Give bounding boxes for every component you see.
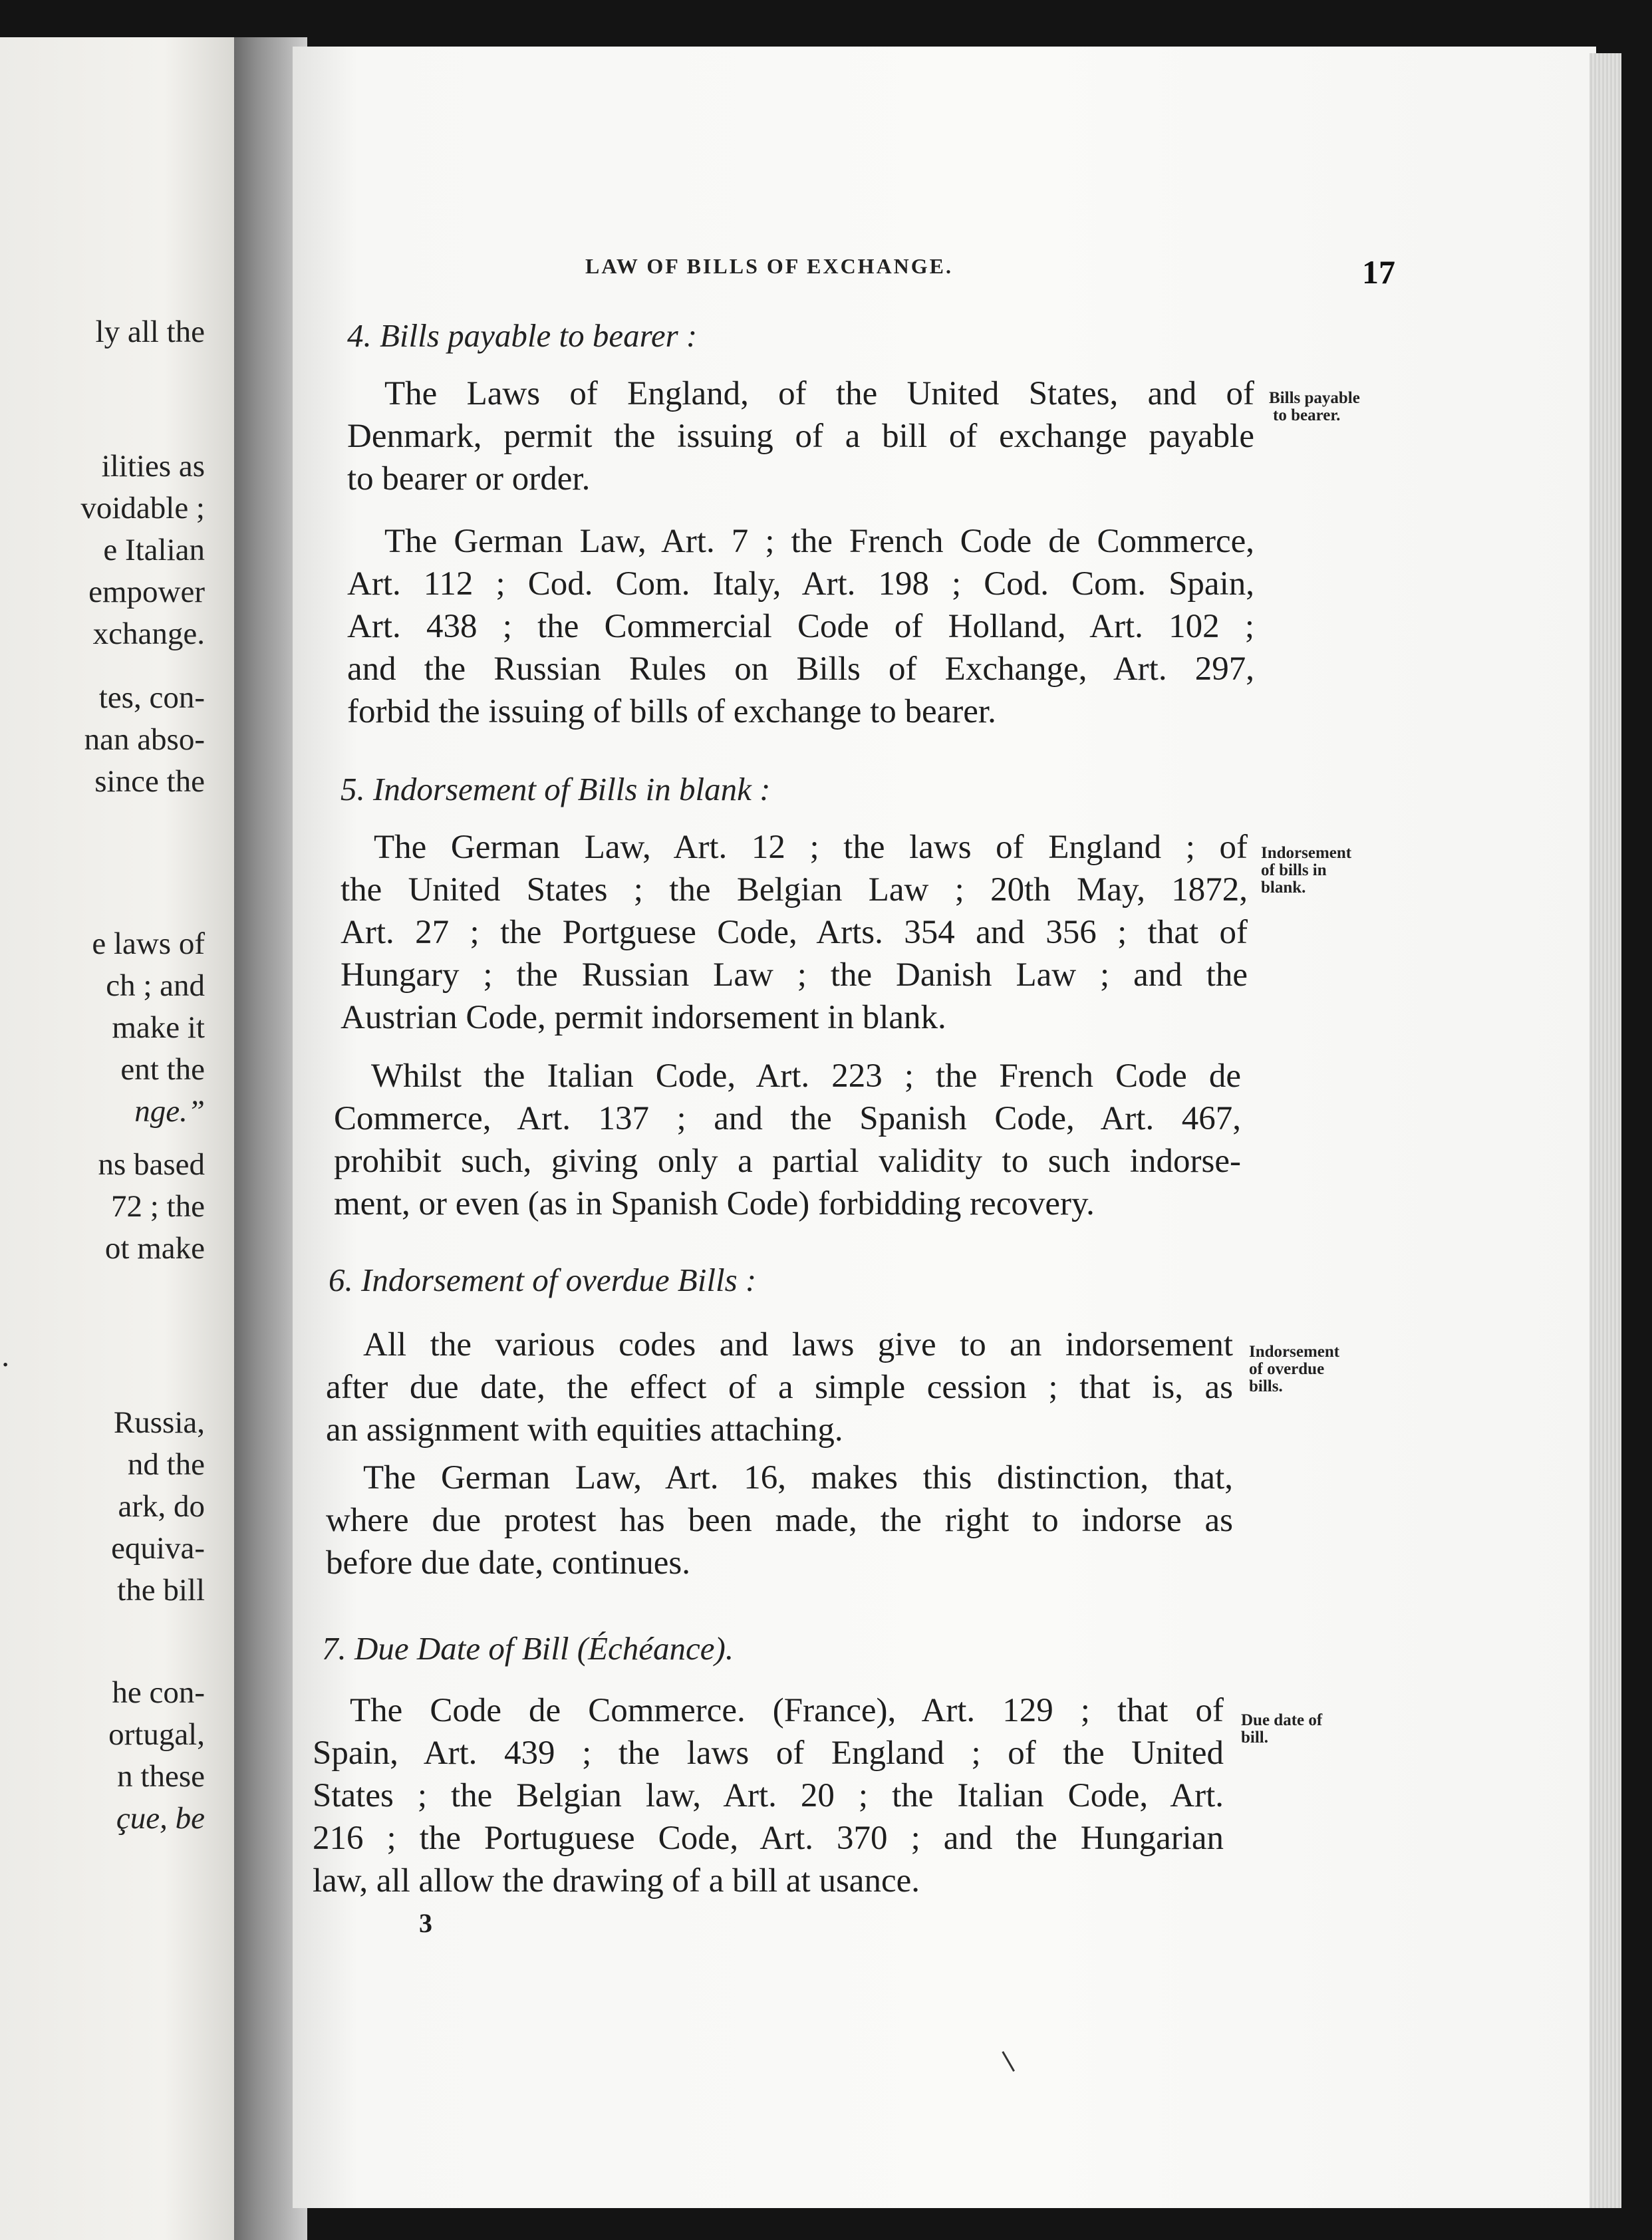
- text-line: Art. 112 ; Cod. Com. Italy, Art. 198 ; Cod. Com. Spain,: [347, 565, 1254, 603]
- left-text-line: ark, do: [118, 1489, 205, 1524]
- left-text-line: ent the: [120, 1052, 205, 1087]
- text-line: to bearer or order.: [347, 460, 591, 497]
- paragraph: [347, 372, 1254, 500]
- left-text-line: nge.”: [134, 1094, 205, 1129]
- paragraph: [313, 1689, 1224, 1902]
- left-text-line: voidable ;: [80, 491, 205, 525]
- left-text-line: n these: [117, 1759, 205, 1794]
- text-line: The Laws of England, of the United States, and of: [384, 375, 1254, 412]
- text-line: forbid the issuing of bills of exchange to bearer.: [347, 693, 996, 730]
- text-line: Art. 27 ; the Portguese Code, Arts. 354 and 356 ; that of: [341, 914, 1248, 951]
- text-line: Spain, Art. 439 ; the laws of England ; of the United: [313, 1735, 1224, 1772]
- text-line: ment, or even (as in Spanish Code) forbidding recovery.: [334, 1185, 1095, 1222]
- side-note-line: bills.: [1249, 1377, 1283, 1395]
- left-text-line: ch ; and: [106, 968, 205, 1003]
- section-heading: 5. Indorsement of Bills in blank :: [341, 771, 771, 807]
- text-line: after due date, the effect of a simple cession ; that is, as: [326, 1369, 1233, 1406]
- left-text-line: make it: [112, 1010, 205, 1045]
- text-line: and the Russian Rules on Bills of Exchange, Art. 297,: [347, 650, 1254, 688]
- left-text-line: nd the: [127, 1447, 205, 1482]
- section-heading: 4. Bills payable to bearer :: [347, 317, 698, 354]
- text-line: Denmark, permit the issuing of a bill of exchange payable: [347, 418, 1254, 455]
- left-text-line: xchange.: [92, 617, 205, 651]
- left-text-line: ns based: [98, 1147, 205, 1182]
- side-note-line: to bearer.: [1273, 406, 1341, 424]
- left-text-line: equiva-: [111, 1531, 205, 1566]
- text-line: The German Law, Art. 12 ; the laws of England ; of: [374, 829, 1248, 866]
- left-text-line: .: [1, 1339, 9, 1373]
- left-text-line: nan abso-: [84, 722, 205, 757]
- page-edge: [1589, 53, 1621, 2208]
- left-text-line: 72 ; the: [111, 1189, 205, 1224]
- side-note-line: bill.: [1241, 1729, 1268, 1747]
- side-note-line: of bills in: [1261, 861, 1327, 879]
- text-line: the United States ; the Belgian Law ; 20th May, 1872,: [341, 871, 1248, 909]
- left-text-line: ilities as: [101, 449, 205, 484]
- left-text-line: çue, be: [116, 1801, 205, 1836]
- side-note: [1261, 845, 1351, 897]
- side-note-line: blank.: [1261, 879, 1306, 897]
- side-note: [1241, 1712, 1322, 1747]
- left-text-line: ot make: [104, 1231, 205, 1266]
- running-head: LAW OF BILLS OF EXCHANGE.: [585, 254, 954, 278]
- page-number: 17: [1362, 253, 1395, 291]
- text-line: Commerce, Art. 137 ; and the Spanish Code, Art. 467,: [334, 1100, 1241, 1137]
- side-note-line: Bills payable: [1269, 389, 1360, 407]
- paragraph: [341, 826, 1248, 1039]
- side-note-line: Due date of: [1241, 1711, 1323, 1729]
- paragraph: [347, 520, 1254, 733]
- side-note-line: Indorsement: [1261, 844, 1352, 862]
- signature-mark: 3: [419, 1908, 432, 1938]
- left-text-line: he con-: [112, 1675, 205, 1710]
- left-text-line: tes, con-: [98, 680, 205, 715]
- paragraph: [326, 1324, 1233, 1451]
- text-line: The Code de Commerce. (France), Art. 129 ; that of: [350, 1692, 1224, 1729]
- left-facing-page: [0, 37, 234, 2240]
- side-note: [1269, 390, 1360, 424]
- text-line: Art. 438 ; the Commercial Code of Holland, Art. 102 ;: [347, 608, 1254, 645]
- text-line: 216 ; the Portuguese Code, Art. 370 ; and the Hungarian: [313, 1820, 1224, 1857]
- left-text-line: e laws of: [92, 926, 205, 961]
- paragraph: [326, 1457, 1233, 1584]
- side-note: [1249, 1343, 1339, 1395]
- paragraph: [334, 1055, 1241, 1225]
- text-line: Whilst the Italian Code, Art. 223 ; the French Code de: [371, 1057, 1241, 1095]
- left-text-line: the bill: [117, 1573, 205, 1608]
- text-line: law, all allow the drawing of a bill at usance.: [313, 1862, 920, 1899]
- side-note-line: of overdue: [1249, 1360, 1325, 1378]
- section-heading: 7. Due Date of Bill (Échéance).: [322, 1630, 734, 1667]
- left-text-line: ly all the: [95, 315, 205, 349]
- text-line: The German Law, Art. 7 ; the French Code de Commerce,: [384, 523, 1254, 560]
- section-heading: 6. Indorsement of overdue Bills :: [329, 1262, 757, 1298]
- text-line: All the various codes and laws give to an indorsement: [363, 1326, 1233, 1363]
- left-text-line: empower: [88, 575, 205, 609]
- text-line: where due protest has been made, the right to indorse as: [326, 1502, 1233, 1539]
- left-text-line: ortugal,: [108, 1717, 205, 1752]
- text-line: prohibit such, giving only a partial validity to such indorse-: [334, 1143, 1241, 1180]
- text-line: an assignment with equities attaching.: [326, 1411, 843, 1449]
- text-line: Austrian Code, permit indorsement in blank.: [341, 999, 946, 1036]
- text-line: before due date, continues.: [326, 1544, 691, 1582]
- left-text-line: e Italian: [103, 533, 205, 567]
- side-note-line: Indorsement: [1249, 1343, 1340, 1361]
- left-text-line: Russia,: [113, 1405, 205, 1440]
- text-line: The German Law, Art. 16, makes this distinction, that,: [363, 1459, 1233, 1496]
- left-text-line: since the: [94, 764, 205, 799]
- text-line: Hungary ; the Russian Law ; the Danish Law ; and the: [341, 956, 1248, 994]
- text-line: States ; the Belgian law, Art. 20 ; the Italian Code, Art.: [313, 1777, 1224, 1814]
